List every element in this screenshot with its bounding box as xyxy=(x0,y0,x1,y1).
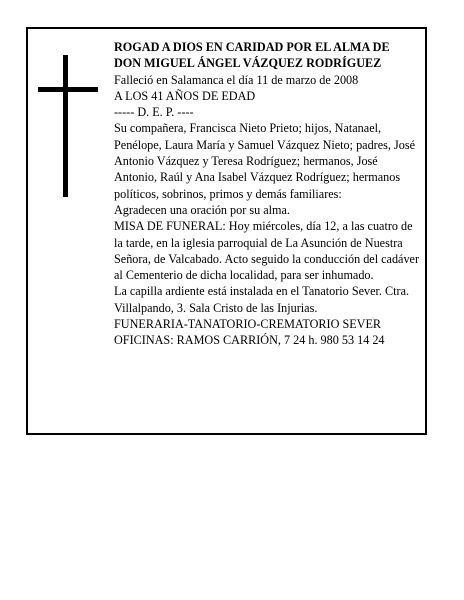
thanks-line: Agradecen una oración por su alma. xyxy=(114,202,290,217)
death-info: Falleció en Salamanca el día 11 de marzo de 2008 xyxy=(114,72,359,87)
rip-line: ----- D. E. P. ---- xyxy=(114,105,194,120)
deceased-name: DON MIGUEL ÁNGEL VÁZQUEZ RODRÍGUEZ xyxy=(114,56,382,71)
cross-vertical-bar xyxy=(63,55,68,197)
family-paragraph: Su compañera, Francisca Nieto Prieto; hijos, Natanael, Penélope, Laura María y Samuel Vázquez Nieto; padres, José Antonio Vázquez y Teresa Rodríguez; hermanos, José Antonio, Raúl y Ana Isabel Vázquez Rodríguez; hermanos políticos, sobrinos, primos y demás familiares: xyxy=(114,121,415,201)
age-line: A LOS 41 AÑOS DE EDAD xyxy=(114,88,256,103)
cross-icon xyxy=(38,55,98,197)
obituary-text xyxy=(114,39,420,349)
funeral-home-line: FUNERARIA-TANATORIO-CREMATORIO SEVER xyxy=(114,317,382,332)
cross-horizontal-bar xyxy=(38,87,98,92)
offices-line: OFICINAS: RAMOS CARRIÓN, 7 24 h. 980 53 14 24 xyxy=(114,333,385,348)
chapel-paragraph: La capilla ardiente está instalada en el Tanatorio Sever. Ctra. Villalpando, 3. Sala Cristo de las Injurias. xyxy=(114,284,410,315)
funeral-mass-paragraph: MISA DE FUNERAL: Hoy miércoles, día 12, a las cuatro de la tarde, en la iglesia parroquial de La Asunción de Nuestra Señora, de Valcabado. Acto seguido la conducción del cadáver al Cementerio de dicha localidad, para ser inhumado. xyxy=(114,219,420,283)
obituary-heading: ROGAD A DIOS EN CARIDAD POR EL ALMA DE xyxy=(114,40,390,54)
